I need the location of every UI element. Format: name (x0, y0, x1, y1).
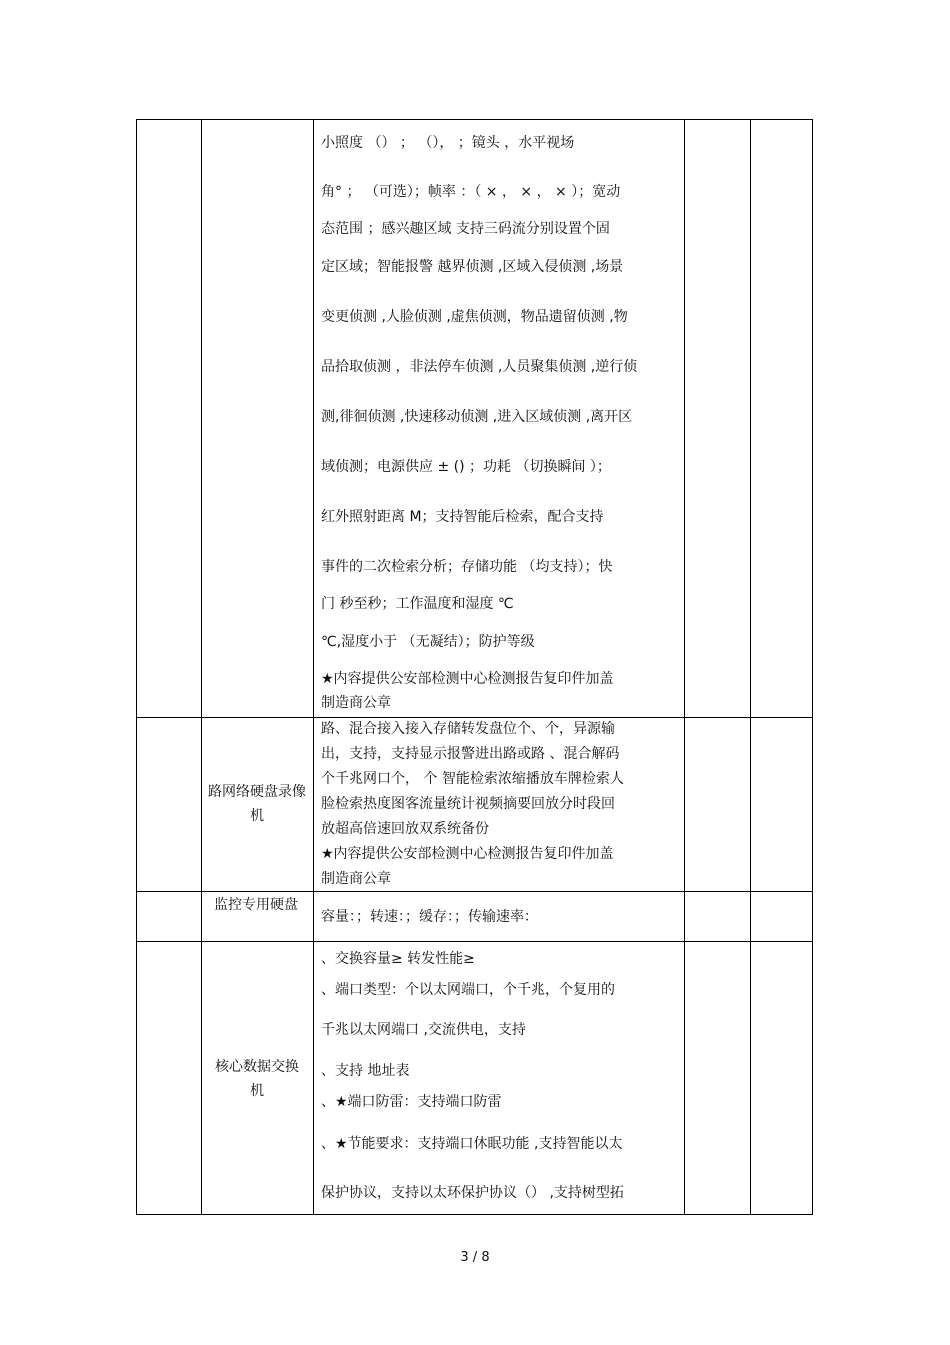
spec-line: 制造商公章 (321, 695, 391, 711)
spec-line: 出，支持，支持显示报警进出路或路 、混合解码 (321, 746, 620, 762)
spec-line: 域侦测；电源供应 ± () ；功耗 （切换瞬间 ）； (321, 459, 611, 475)
spec-line: 路、混合接入接入存储转发盘位个、个，异源输 (321, 721, 615, 737)
spec-line: ★内容提供公安部检测中心检测报告复印件加盖 (321, 671, 614, 687)
spec-line: 态范围 ；感兴趣区域 支持三码流分别设置个固 (321, 221, 610, 237)
spec-line: 、支持 地址表 (321, 1063, 410, 1079)
column-divider (684, 120, 685, 1214)
row-divider (137, 717, 812, 718)
page-number: 3 / 8 (460, 1250, 490, 1265)
spec-line: 红外照射距离 M；支持智能后检索，配合支持 (321, 509, 604, 525)
spec-line: 品拾取侦测 ，非法停车侦测 ,人员聚集侦测 ,逆行侦 (321, 359, 638, 375)
column-divider (201, 120, 202, 1214)
column-divider (750, 120, 751, 1214)
spec-line: 小照度 （） ； （）， ；镜头 ，水平视场 (321, 135, 575, 151)
spec-line: 事件的二次检索分析；存储功能 （均支持）；快 (321, 559, 613, 575)
spec-line: 、★节能要求：支持端口休眠功能 ,支持智能以太 (321, 1136, 623, 1152)
spec-line: 个千兆网口个， 个 智能检索浓缩播放车牌检索人 (321, 771, 624, 787)
spec-line: 变更侦测 ,人脸侦测 ,虚焦侦测，物品遗留侦测 ,物 (321, 309, 628, 325)
spec-line: 门 秒至秒；工作温度和湿度 ℃ (321, 596, 514, 612)
spec-line: 容量：；转速：；缓存：；传输速率： (321, 909, 538, 925)
spec-line: 、交换容量≥ 转发性能≥ (321, 951, 475, 967)
column-divider (313, 120, 314, 1214)
spec-line: 、★端口防雷：支持端口防雷 (321, 1094, 502, 1110)
row-divider (137, 891, 812, 892)
spec-line: 放超高倍速回放双系统备份 (321, 821, 489, 837)
spec-line: ℃,湿度小于 （无凝结）；防护等级 (321, 634, 535, 650)
spec-line: 千兆以太网端口 ,交流供电，支持 (321, 1022, 526, 1038)
row-category: 监控专用硬盘 (214, 897, 298, 913)
row-category: 核心数据交换机 (215, 1059, 299, 1099)
spec-line: ★内容提供公安部检测中心检测报告复印件加盖 (321, 846, 614, 862)
spec-line: 制造商公章 (321, 871, 391, 887)
spec-table (136, 119, 813, 1215)
spec-line: 角° ； （可选）；帧率 ：（ × ， × ， × ）；宽动 (321, 184, 621, 200)
spec-line: 测,徘徊侦测 ,快速移动侦测 ,进入区域侦测 ,离开区 (321, 409, 633, 425)
row-divider (137, 941, 812, 942)
spec-line: 脸检索热度图客流量统计视频摘要回放分时段回 (321, 796, 615, 812)
spec-line: 定区域；智能报警 越界侦测 ,区域入侵侦测 ,场景 (321, 259, 624, 275)
spec-line: 、端口类型：个以太网端口，个千兆，个复用的 (321, 982, 615, 998)
spec-line: 保护协议，支持以太环保护协议（） ,支持树型拓 (321, 1185, 624, 1201)
row-category: 路网络硬盘录像机 (208, 784, 306, 824)
